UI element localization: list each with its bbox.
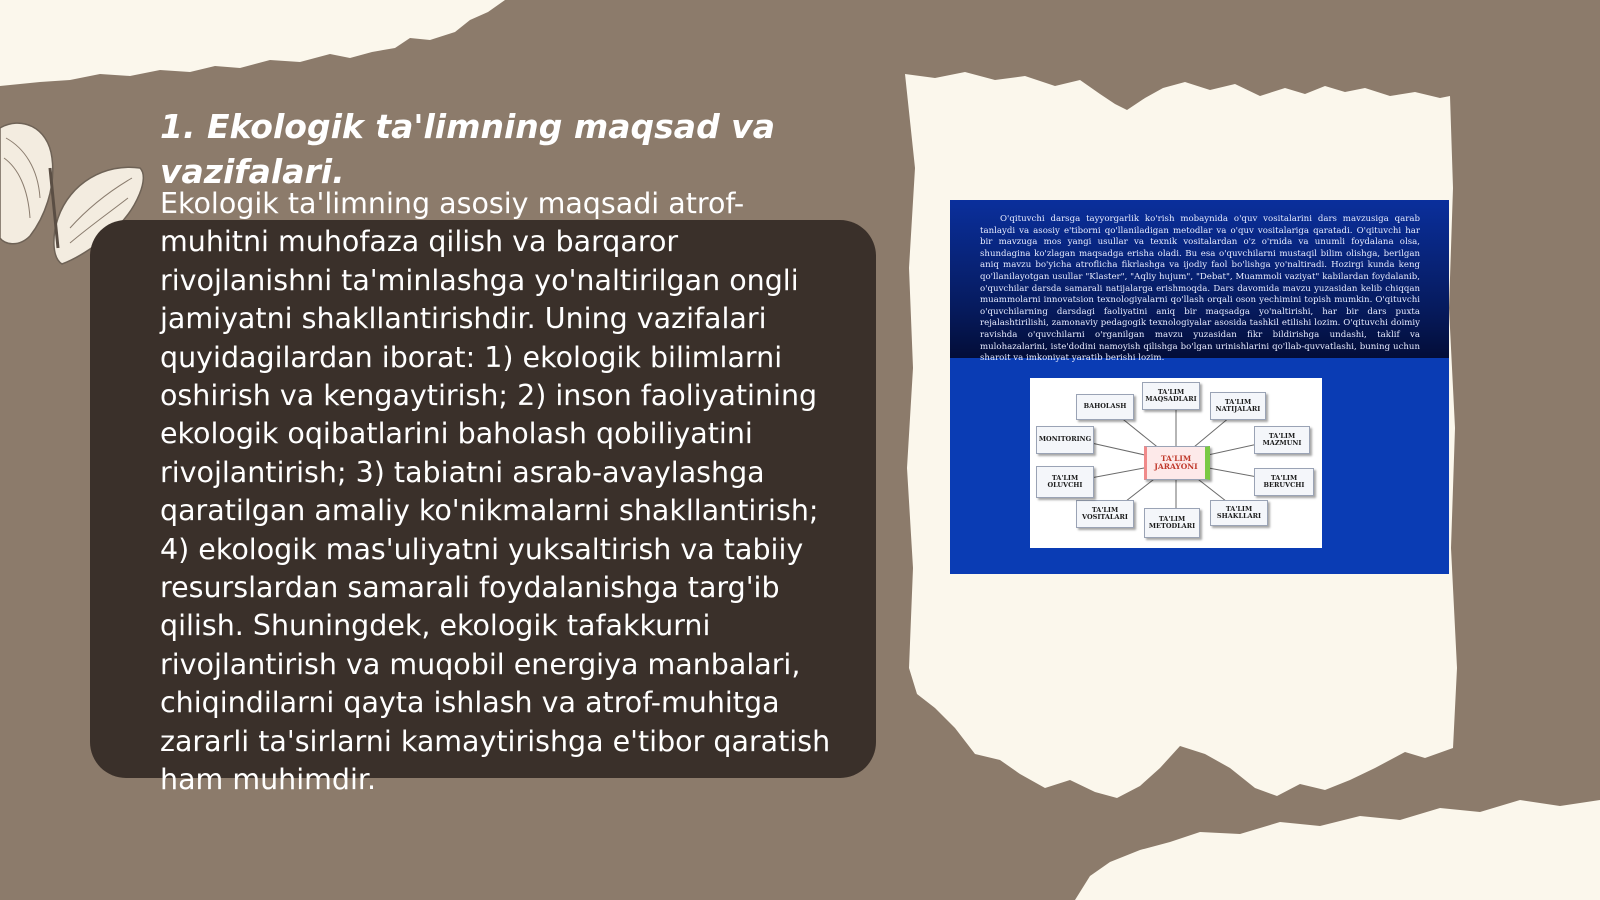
slide-title: 1. Ekologik ta'limning maqsad va vazifalari. (160, 107, 775, 191)
node-talim-beruvchi: TA'LIM BERUVCHI (1254, 468, 1314, 496)
embedded-paragraph: O'qituvchi darsga tayyorgarlik ko'rish mobaynida o'quv vositalarini dars mavzusiga qarab tanlaydi va asosiy e'tiborni qo'llaniladigan metodlar va o'quv vositalariga qaratadi. O'qituvchi har bir mavzuga mos yangi usullar va texnik vositalardan o'z o'rnida va unumli foydalana olsa, shundagina ko'zlagan maqsadga erisha oladi. Bu esa o'quvchilarni mustaqil bilim olishga, berilgan aniq mavzu bo'yicha atroflicha fikrlashga va ijodiy faol bo'lishga yo'naltiradi. Hozirgi kunda keng qo'llanilayotgan usullar "Klaster", "Aqliy hujum", "Debat", Muammoli vaziyat" kabilardan foydalanib, o'quvchilar darsda samarali natijalarga erishmoqda. Dars davomida mavzu yuzasidan kelib chiqqan muammolarni innovatsion texnologiyalarni qo'llash orqali oson yechimini topish mumkin. O'qituvchi o'quvchilarning darsdagi faoliyatini aniq bir maqsadga yo'naltirishi, har bir dars puxta rejalashtirilishi, zamonaviy pedagogik texnologiyalar asosida tashkil etilishi lozim. O'qituvchi doimiy ravishda o'quvchilarni o'rganilgan mavzu yuzasidan fikr bildirishga undashi, taklif va mulohazalarini, iste'dodini namoyish qilishga bo'lgan urinishlarini qo'llab-quvvatlashi, buning uchun sharoit va imkoniyat yaratib berishi lozim. (980, 214, 1420, 364)
node-talim-mazmuni: TA'LIM MAZMUNI (1254, 426, 1310, 454)
node-talim-vositalari: TA'LIM VOSITALARI (1076, 500, 1134, 528)
node-monitoring: MONITORING (1036, 426, 1094, 454)
node-talim-shakllari: TA'LIM SHAKLLARI (1210, 500, 1268, 526)
node-talim-oluvchi: TA'LIM OLUVCHI (1036, 466, 1094, 498)
node-talim-natijalari: TA'LIM NATIJALARI (1210, 392, 1266, 420)
embedded-text-area (950, 200, 1449, 364)
slide-body-text: Ekologik ta'limning asosiy maqsadi atrof-muhitni muhofaza qilish va barqaror rivojlanishni ta'minlashga yo'naltirilgan ongli jamiyatni shakllantirishdir. Uning vazifalari quyidagilardan iborat: 1) ekologik bilimlarni oshirish va kengaytirish; 2) inson faoliyatining ekologik oqibatlarini baholash qobiliyatini rivojlantirish; 3) tabiatni asrab-avaylashga qaratilgan amaliy ko'nikmalarni shakllantirish; 4) ekologik mas'uliyatni yuksaltirish va tabiiy resurslardan samarali foydalanishga targ'ib qilish. Shuningdek, ekologik tafakkurni rivojlantirish va muqobil energiya manbalari, chiqindilarni qayta ishlash va atrof-muhitga zararli ta'sirlarni kamaytirishga e'tibor qaratish ham muhimdir. (160, 187, 831, 797)
embedded-document-image (950, 200, 1449, 574)
node-talim-jarayoni: TA'LIM JARAYONI (1144, 446, 1210, 480)
node-baholash: BAHOLASH (1076, 394, 1134, 420)
teaching-process-diagram (1030, 378, 1322, 548)
node-talim-maqsadlari: TA'LIM MAQSADLARI (1142, 382, 1200, 410)
node-talim-metodlari: TA'LIM METODLARI (1144, 508, 1200, 538)
